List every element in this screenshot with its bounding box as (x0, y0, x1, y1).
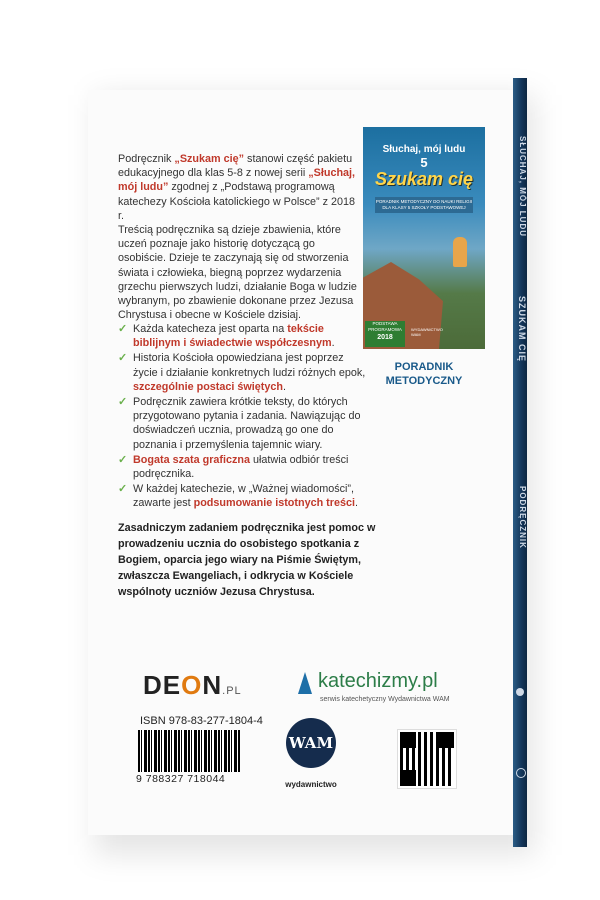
intro-text (118, 152, 358, 322)
bullet-highlight: Bogata szata graficzna (133, 453, 250, 466)
book-spine (513, 78, 527, 847)
badge-label: PODSTAWA PROGRAMOWA (368, 321, 402, 332)
cover-thumbnail (363, 127, 485, 349)
bullet-text-end: . (355, 497, 358, 510)
spine-title: SZUKAM CIĘ (517, 296, 527, 362)
cover-publisher: WYDAWNICTWO WAM (411, 327, 443, 337)
summary-paragraph: Zasadniczym zadaniem podręcznika jest pomoc w prowadzeniu ucznia do osobistego spotkania z Bogiem, oparcia jego wiary na Piśmie Świętym, zwłaszcza Ewangeliach, i odkrycia w Kościele wspólnoty uczniów Jezusa Chrystusa. (118, 522, 376, 598)
isbn-number: ISBN 978-83-277-1804-4 (140, 715, 263, 727)
wam-label: wydawnictwo (285, 780, 337, 789)
intro-text-c: zgodnej z „Podstawą programową katechezy Kościoła katolickiego w Polsce” z 2018 r. (118, 181, 356, 222)
caption-line-2: METODYCZNY (385, 375, 463, 387)
caption-line-1: PORADNIK (394, 361, 454, 373)
back-cover (88, 90, 513, 835)
spine-series: SŁUCHAJ, MÓJ LUDU (518, 136, 527, 238)
curriculum-badge (365, 321, 405, 347)
spine-wam-icon (516, 768, 526, 778)
wam-logo: WAM (286, 718, 336, 768)
intro-text-a: Podręcznik (118, 153, 175, 165)
intro-paragraph-1 (118, 152, 358, 223)
checkmark-icon: ✓ (118, 453, 128, 466)
list-item (118, 351, 368, 394)
cover-caption (363, 360, 485, 388)
cover-series: Słuchaj, mój ludu (382, 144, 466, 155)
bullet-text: Każda katecheza jest oparta na (133, 323, 288, 335)
spine-type: PODRĘCZNIK (518, 486, 527, 549)
series-name-highlight: „Słuchaj, mój ludu” (118, 167, 356, 194)
intro-text-b: stanowi część pakietu edukacyjnego dla klas 5-8 z nowej serii (118, 153, 353, 180)
checkmark-icon: ✓ (118, 323, 128, 335)
bullet-text-end: . (331, 337, 335, 350)
bullet-text: Historia Kościoła opowiedziana jest poprzez życie i działanie konkretnych ludzi różnych epok, (133, 352, 366, 379)
deon-logo (143, 670, 242, 701)
bullet-text-end: ułatwia odbiór treści podręcznika. (133, 453, 349, 481)
intro-paragraph-2: Treścią podręcznika są dzieje zbawienia, które uczeń poznaje jako historię dotyczącą go osobiście. Dzieje te zaczynają się od stworzenia świata i człowieka, biegną poprzez wydarzenia grzechu pierwszych ludzi, działanie Boga w ludzie wybranym, po zbawienie dokonane przez Jezusa Chrystusa i obecne w Kościele dzisiaj. (118, 224, 357, 322)
katechizmy-name: katechizmy.pl (318, 670, 438, 692)
series-title-highlight: „Szukam cię” (174, 153, 245, 165)
list-item (118, 395, 368, 452)
barcode (138, 730, 240, 772)
cover-number: 5 (420, 155, 428, 170)
list-item (118, 482, 368, 510)
deon-logo-domain: .PL (222, 685, 242, 697)
katechizmy-tagline: serwis katechetyczny Wydawnictwa WAM (320, 696, 450, 703)
checkmark-icon: ✓ (118, 396, 128, 409)
hiker-icon (453, 237, 467, 267)
cover-subtitle: PORADNIK METODYCZNY DO NAUKI RELIGII DLA KLASY 5 SZKOŁY PODSTAWOWEJ (375, 197, 473, 213)
deon-logo-text-a: DE (143, 670, 182, 700)
bullet-highlight: tekście biblijnym i świadectwie współczesnym (133, 323, 332, 350)
sail-icon (298, 672, 312, 694)
badge-year: 2018 (377, 334, 393, 341)
deon-logo-text-b: N (202, 670, 223, 700)
checkmark-icon: ✓ (118, 483, 128, 496)
feature-list (118, 322, 368, 512)
cover-title: Szukam cię (374, 169, 474, 189)
bullet-text: Podręcznik zawiera krótkie teksty, do których przygotowano pytania i zadania. Nawiązując do doświadczeń ucznia, prowadzą go one do poznania i przemyślenia tajemnic wiary. (133, 396, 361, 451)
bullet-highlight: szczególnie postaci świętych (133, 380, 284, 393)
bullet-text: W każdej katechezie, w „Ważnej wiadomości”, zawarte jest (133, 483, 355, 510)
bullet-highlight: podsumowanie istotnych treści (193, 497, 355, 510)
bullet-text-end: . (283, 380, 287, 393)
list-item (118, 322, 368, 350)
checkmark-icon: ✓ (118, 352, 128, 365)
qr-code (398, 730, 456, 788)
list-item (118, 453, 368, 481)
spine-logo-icon (516, 688, 524, 696)
barcode-number: 9 788327 718044 (136, 773, 226, 785)
deon-logo-o: O (181, 670, 203, 700)
